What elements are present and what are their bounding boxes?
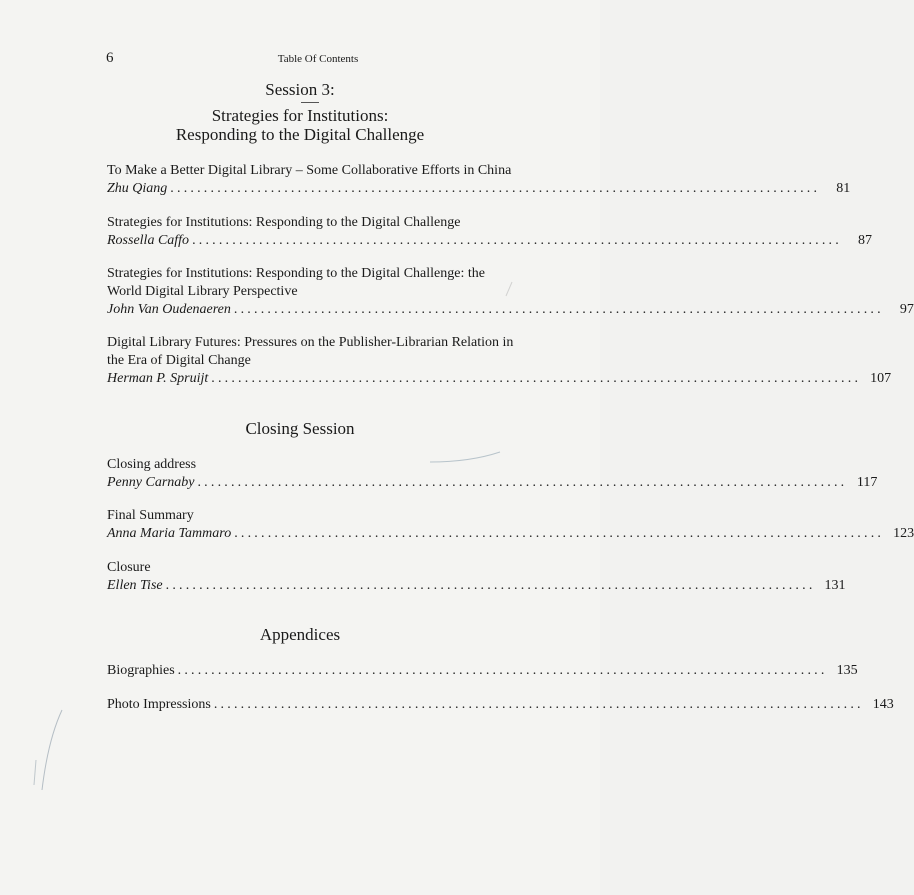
entry-author: Rossella Caffo xyxy=(107,233,190,248)
dot-leader: ................................................................................................. xyxy=(165,578,816,593)
session3-title-line2: Responding to the Digital Challenge xyxy=(175,125,425,144)
entry-page-number: 143 xyxy=(872,697,894,712)
entry-page-number: 81 xyxy=(836,181,851,196)
entry-author: Anna Maria Tammaro xyxy=(107,526,232,541)
entry-page-number: 131 xyxy=(824,578,846,593)
entry-title: Closure xyxy=(107,560,151,575)
entry-title: Biographies xyxy=(107,663,175,678)
dot-leader: ................................................................................................. xyxy=(192,233,842,248)
dot-leader: ................................................................................................. xyxy=(233,302,884,317)
entry-page-number: 123 xyxy=(893,526,914,541)
entry-title: To Make a Better Digital Library – Some Collaborative Efforts in China xyxy=(107,163,512,178)
entry-title-continued: the Era of Digital Change xyxy=(107,353,251,368)
entry-title: Closing address xyxy=(107,457,197,472)
appendices-title: Appendices xyxy=(259,625,341,644)
running-header-title: Table Of Contents xyxy=(277,53,359,65)
entry-title: Digital Library Futures: Pressures on the Publisher-Librarian Relation in xyxy=(107,335,514,350)
closing-session-title: Closing Session xyxy=(245,419,355,438)
entry-title: Strategies for Institutions: Responding to the Digital Challenge xyxy=(107,215,461,230)
dot-leader: ................................................................................................. xyxy=(170,181,821,196)
entry-title-continued: World Digital Library Perspective xyxy=(107,284,298,299)
entry-page-number: 117 xyxy=(856,475,878,490)
dot-leader: ................................................................................................. xyxy=(234,526,885,541)
dot-leader: ................................................................................................. xyxy=(177,663,828,678)
entry-page-number: 135 xyxy=(836,663,858,678)
entry-author: Zhu Qiang xyxy=(107,181,168,196)
entry-page-number: 87 xyxy=(857,233,872,248)
entry-title: Final Summary xyxy=(107,508,194,523)
entry-page-number: 107 xyxy=(870,371,892,386)
entry-title: Photo Impressions xyxy=(107,697,211,712)
page-number: 6 xyxy=(106,50,114,66)
entry-author: John Van Oudenaeren xyxy=(107,302,231,317)
dot-leader: ................................................................................................. xyxy=(197,475,848,490)
entry-title: Strategies for Institutions: Responding to the Digital Challenge: the xyxy=(107,266,485,281)
session3-title-line1: Strategies for Institutions: xyxy=(211,106,389,125)
dot-leader: ................................................................................................. xyxy=(213,697,864,712)
session3-label: Session 3: xyxy=(265,80,335,99)
entry-author: Ellen Tise xyxy=(107,578,163,593)
entry-page-number: 97 xyxy=(899,302,914,317)
dot-leader: ................................................................................................. xyxy=(211,371,862,386)
entry-author: Herman P. Spruijt xyxy=(107,371,209,386)
entry-author: Penny Carnaby xyxy=(107,475,195,490)
